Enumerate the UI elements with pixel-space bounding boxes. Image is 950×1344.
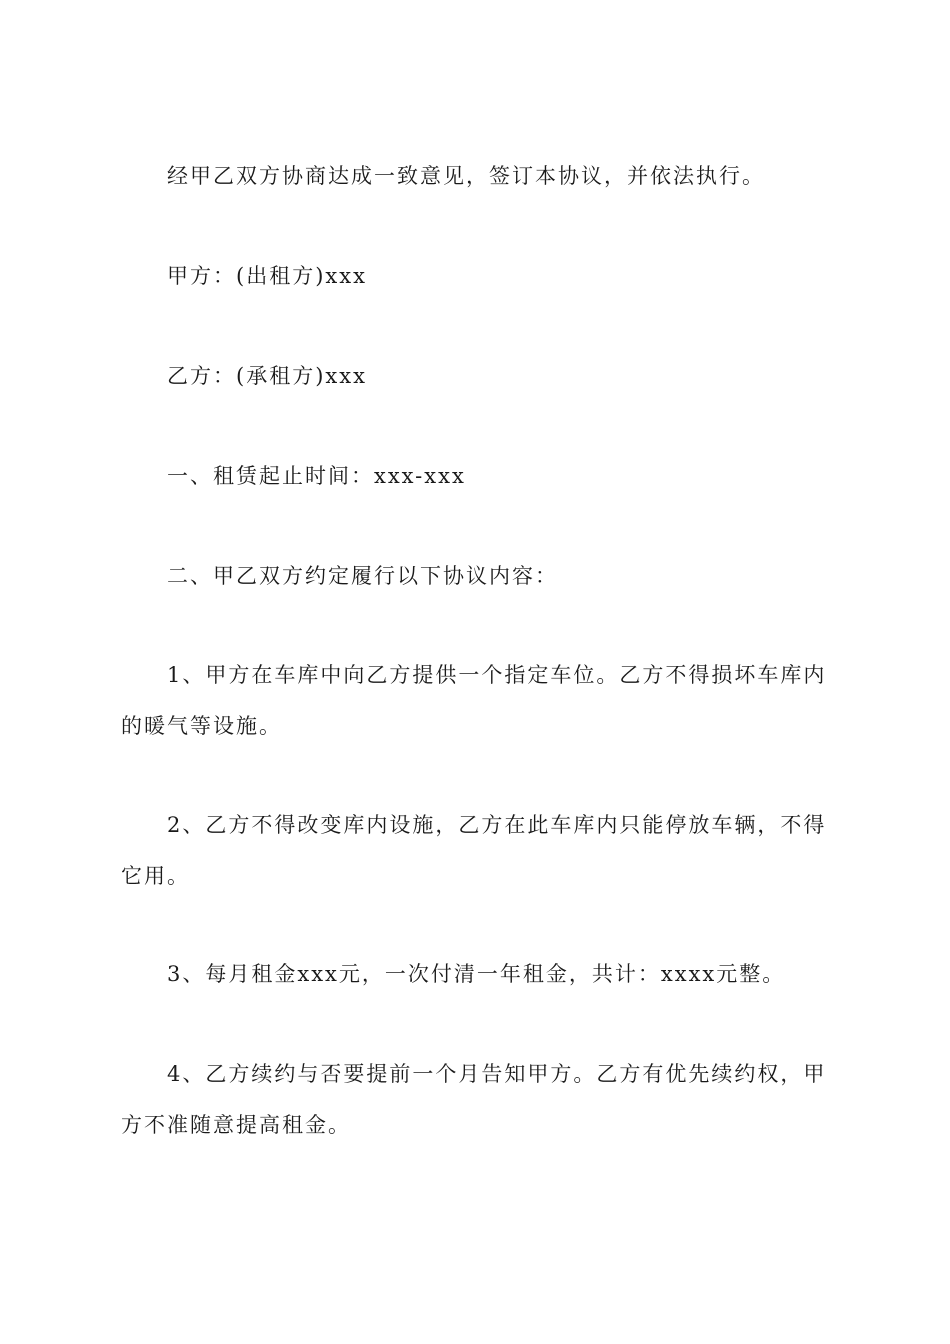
lease-term-clause: 一、租赁起止时间：xxx-xxx [167, 464, 466, 488]
agreement-content-heading: 二、甲乙双方约定履行以下协议内容： [167, 564, 558, 588]
agreement-intro-paragraph: 经甲乙双方协商达成一致意见，签订本协议，并依法执行。 [167, 164, 765, 188]
party-b-line: 乙方：(承租方)xxx [167, 364, 367, 388]
clause-1-paragraph: 1、甲方在车库中向乙方提供一个指定车位。乙方不得损坏车库内的暖气等设施。 [121, 663, 827, 738]
clause-2-paragraph: 2、乙方不得改变库内设施，乙方在此车库内只能停放车辆，不得它用。 [121, 813, 827, 888]
clause-4-paragraph: 4、乙方续约与否要提前一个月告知甲方。乙方有优先续约权，甲方不准随意提高租金。 [121, 1062, 827, 1137]
party-a-line: 甲方：(出租方)xxx [167, 264, 367, 288]
clause-3-paragraph: 3、每月租金xxx元，一次付清一年租金，共计：xxxx元整。 [167, 962, 786, 986]
